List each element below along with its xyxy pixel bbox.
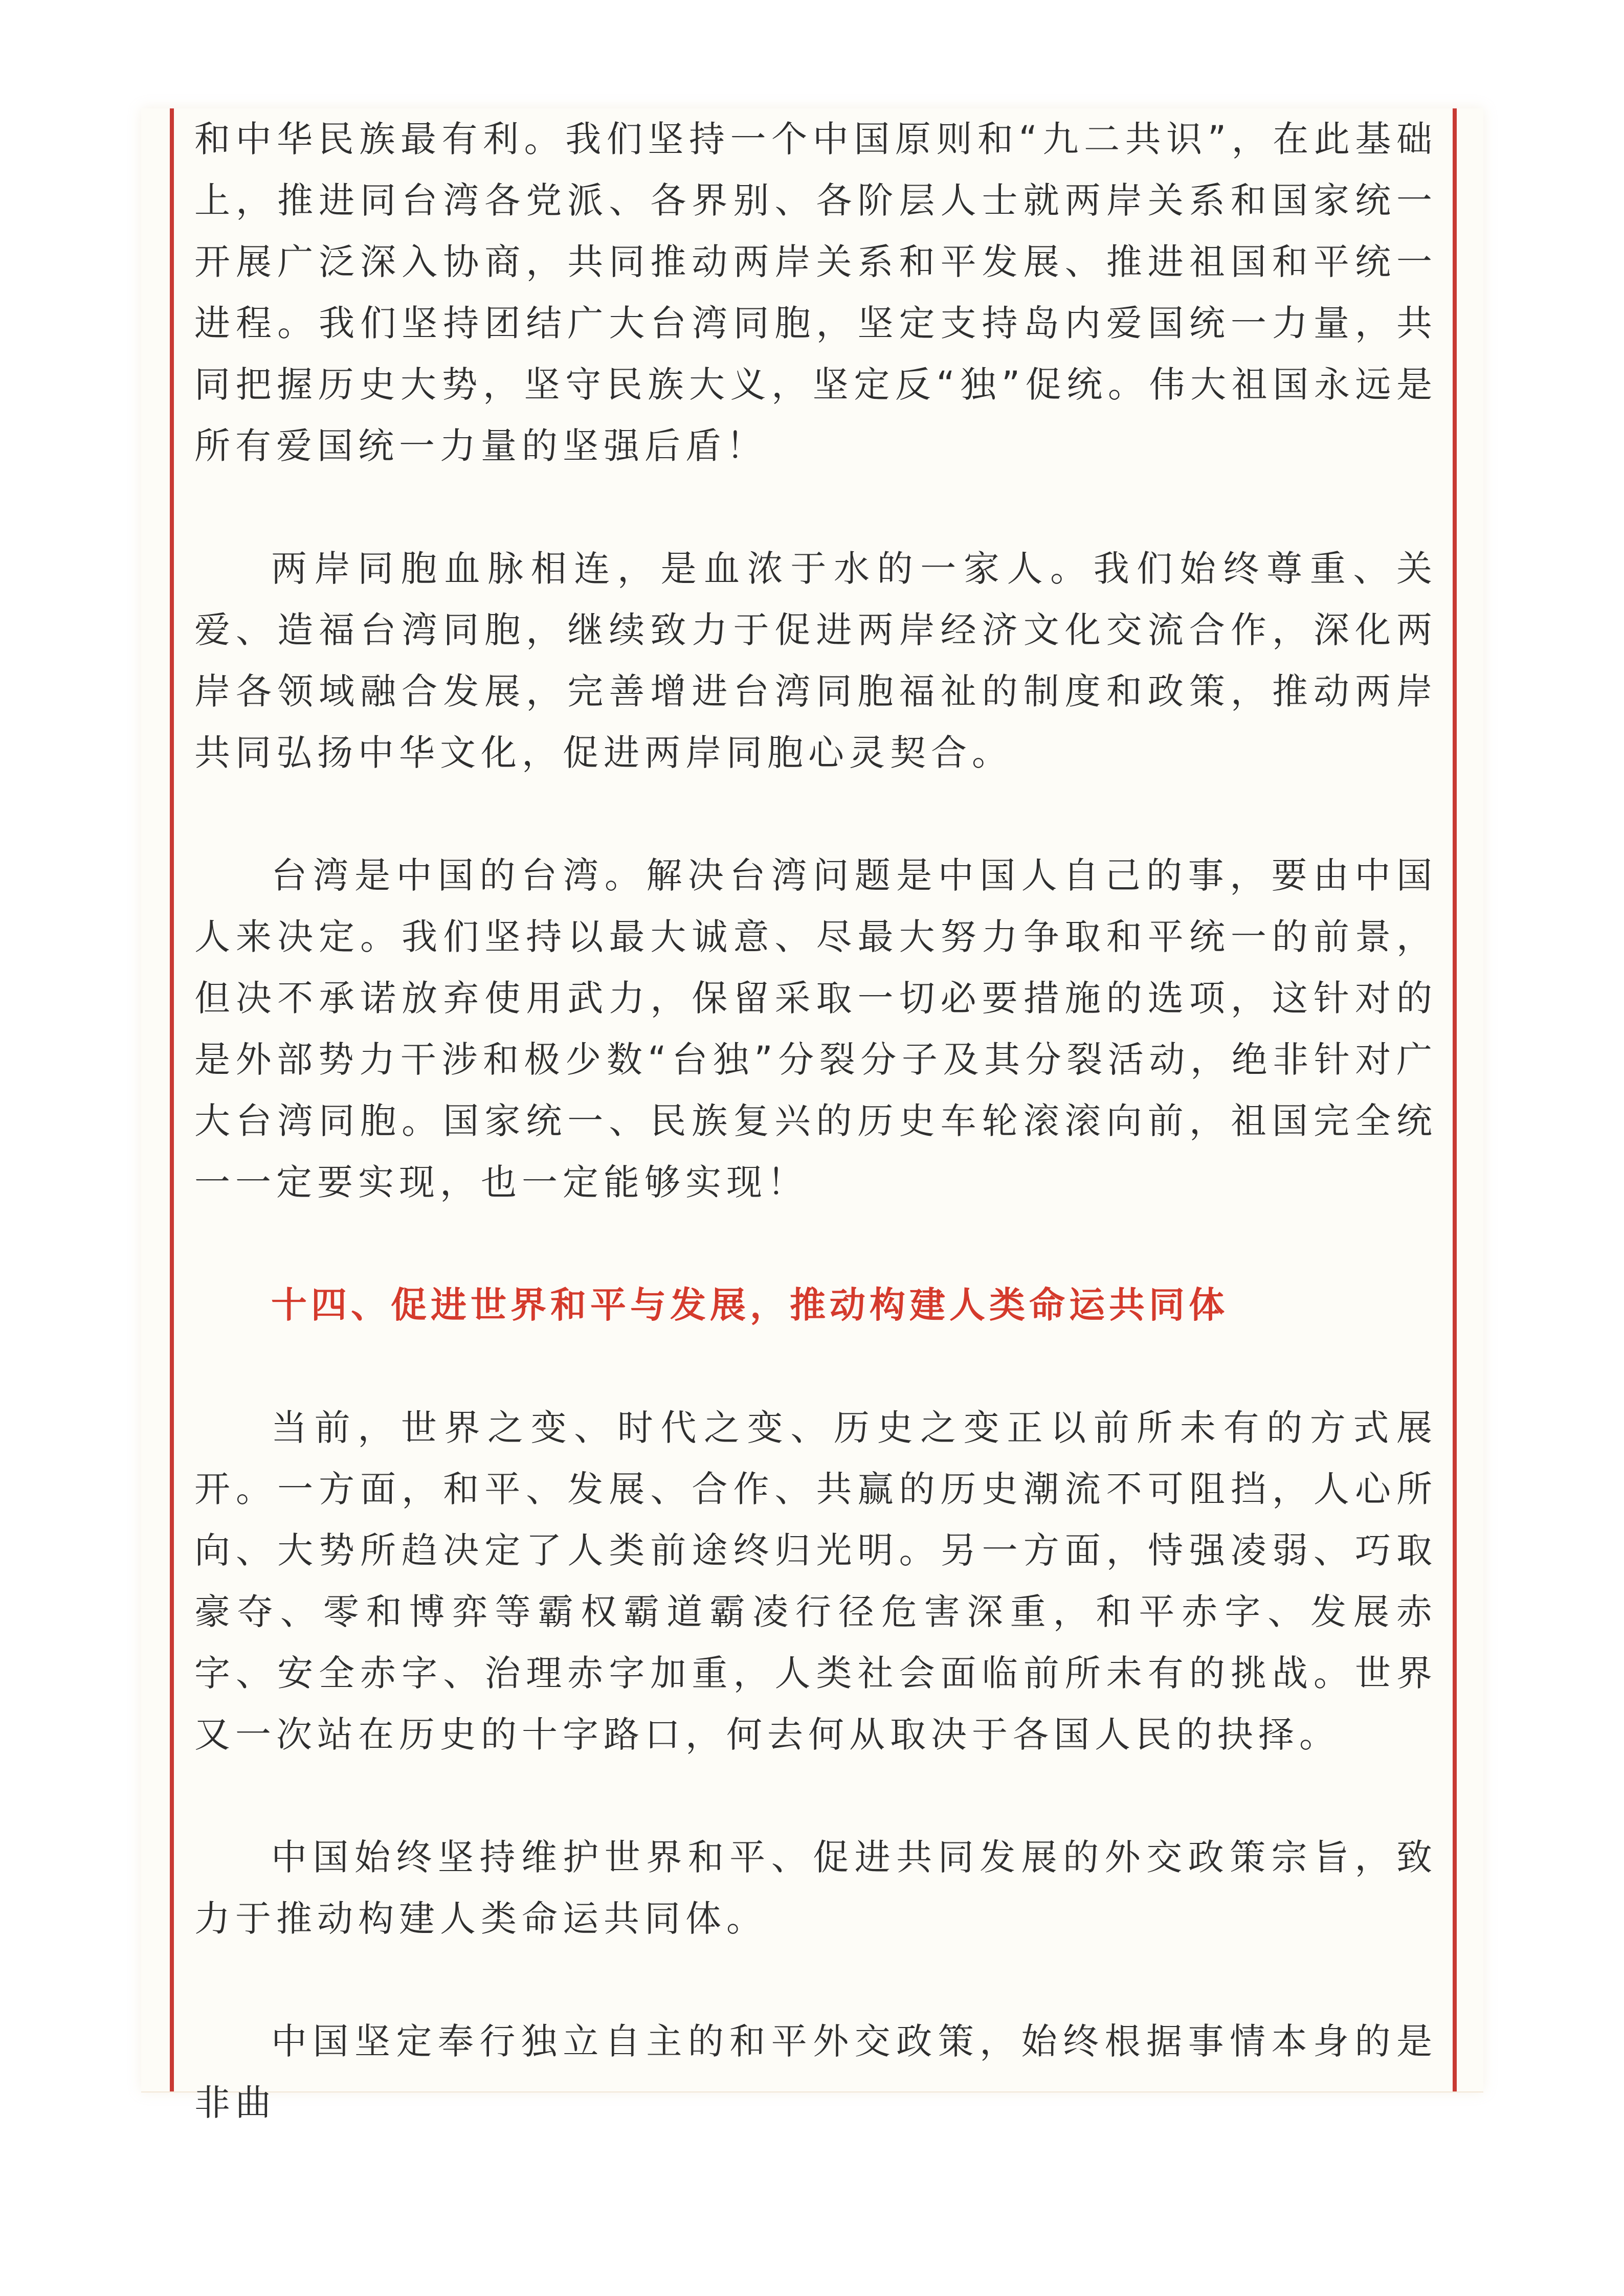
paragraph-compatriots: 两岸同胞血脉相连，是血浓于水的一家人。我们始终尊重、关爱、造福台湾同胞，继续致力于促进两岸经济文化交流合作，深化两岸各领域融合发展，完善增进台湾同胞福祉的制度和政策，推动两岸共同弘扬中华文化，促进两岸同胞心灵契合。 — [194, 548, 1437, 774]
section-heading: 十四、促进世界和平与发展，推动构建人类命运共同体 — [271, 1284, 1229, 1326]
paragraph-gap — [194, 477, 1437, 538]
paragraph-gap — [194, 783, 1437, 845]
paragraph-continued: 和中华民族最有利。我们坚持一个中国原则和“九二共识”，在此基础上，推进同台湾各党派、各界别、各阶层人士就两岸关系和国家统一开展广泛深入协商，共同推动两岸关系和平发展、推进祖国和平统一进程。我们坚持团结广大台湾同胞，坚定支持岛内爱国统一力量，共同把握历史大势，坚守民族大义，坚定反“独”促统。伟大祖国永远是所有爱国统一力量的坚强后盾！ — [194, 118, 1437, 467]
paragraph-foreign-policy-aim: 中国始终坚持维护世界和平、促进共同发展的外交政策宗旨，致力于推动构建人类命运共同体。 — [194, 1836, 1437, 1940]
paragraph-world-changes: 当前，世界之变、时代之变、历史之变正以前所未有的方式展开。一方面，和平、发展、合作、共赢的历史潮流不可阻挡，人心所向、大势所趋决定了人类前途终归光明。另一方面，恃强凌弱、巧取豪夺、零和博弈等霸权霸道霸凌行径危害深重，和平赤字、发展赤字、安全赤字、治理赤字加重，人类社会面临前所未有的挑战。世界又一次站在历史的十字路口，何去何从取决于各国人民的抉择。 — [194, 1407, 1437, 1755]
right-border-line — [1453, 108, 1457, 2091]
paragraph-gap — [194, 1213, 1437, 1274]
paragraph-gap — [194, 1336, 1437, 1397]
paragraph-gap — [194, 1765, 1437, 1827]
paragraph-gap — [194, 1949, 1437, 2011]
paragraph-independent-policy: 中国坚定奉行独立自主的和平外交政策，始终根据事情本身的是非曲 — [194, 2020, 1437, 2124]
left-border-line — [170, 108, 174, 2091]
article-body — [194, 108, 1437, 2124]
paragraph-taiwan: 台湾是中国的台湾。解决台湾问题是中国人自己的事，要由中国人来决定。我们坚持以最大诚意、尽最大努力争取和平统一的前景，但决不承诺放弃使用武力，保留采取一切必要措施的选项，这针对的是外部势力干涉和极少数“台独”分裂分子及其分裂活动，绝非针对广大台湾同胞。国家统一、民族复兴的历史车轮滚滚向前，祖国完全统一一定要实现，也一定能够实现！ — [194, 854, 1437, 1203]
